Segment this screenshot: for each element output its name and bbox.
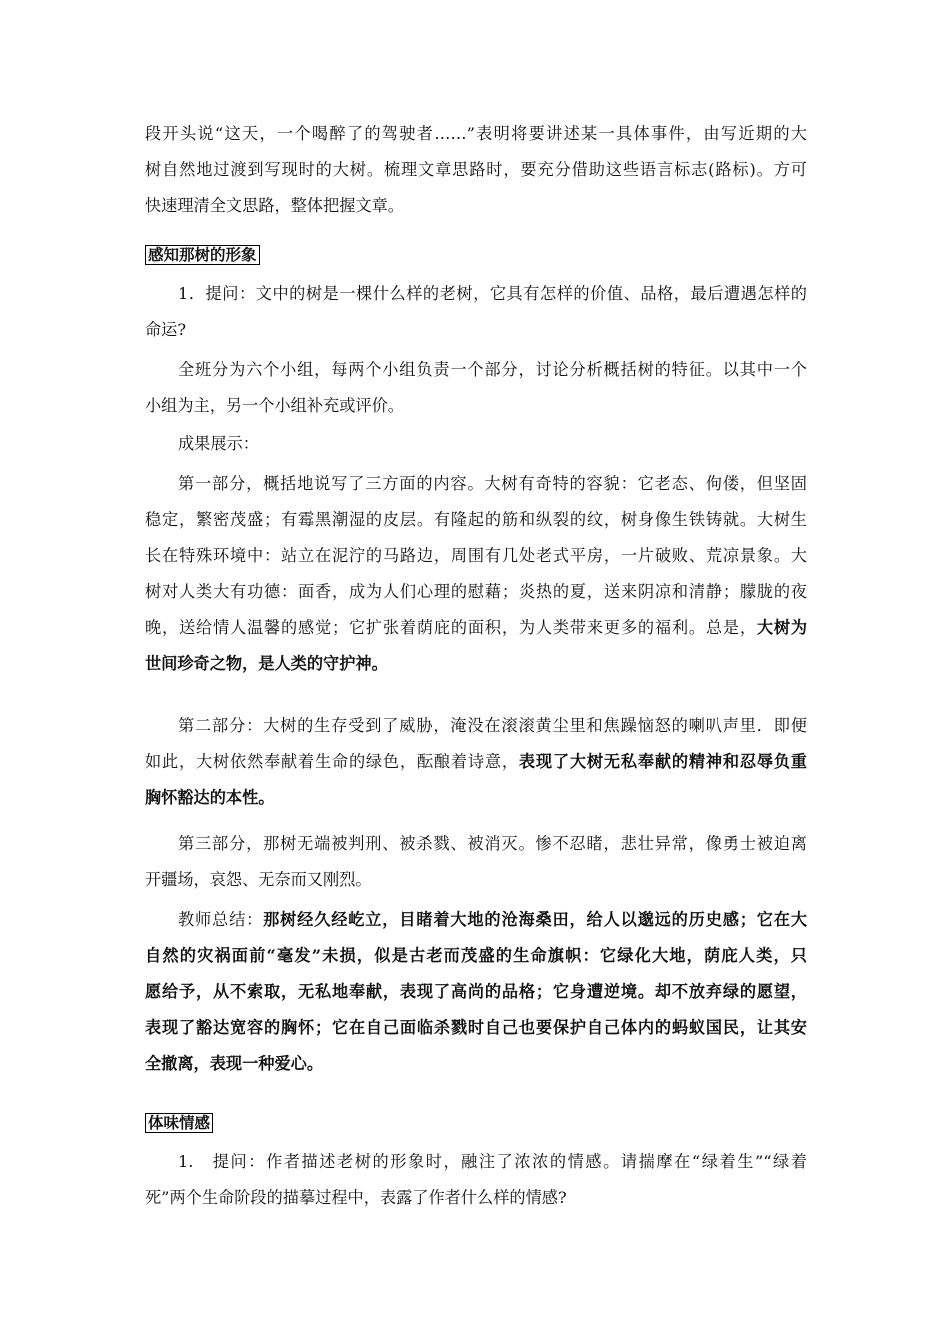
text-line: 全撤离，表现一种爱心。 [145,1054,324,1073]
text-line: 段开头说“这天，一个喝醉了的驾驶者……”表明将要讲述某一具体事件，由写近期的大 [145,124,807,143]
text-line: 1．提问：文中的树是一棵什么样的老树，它具有怎样的价值、品格，最后遭遇怎样的 [178,284,807,303]
text-line: 胸怀豁达的本性。 [145,788,275,807]
section2-question-paragraph [145,1144,807,1216]
text-line [145,610,807,646]
section-heading-feel-emotion: 体味情感 [145,1113,213,1133]
text-line: 快速理清全文思路，整体把握文章。 [145,196,404,215]
text-line: 命运? [145,320,187,339]
text-line: 树自然地过渡到写现时的大树。梳理文章思路时，要充分借助这些语言标志(路标)。方可 [145,160,807,179]
text-bold: 大树为 [756,618,807,637]
text-bold: 那树经久经屹立，目睹着大地的沧海桑田，给人以邈远的历史感；它在大 [263,910,807,929]
text-line: 小组为主，另一个小组补充或评价。 [145,396,404,415]
text-line: 第二部分：大树的生存受到了威胁，淹没在滚滚黄尘里和焦躁恼怒的喇叭声里．即便 [178,716,807,735]
text-line: 稳定，繁密茂盛；有霉黑潮湿的皮层。有隆起的筋和纵裂的纹，树身像生铁铸就。大树生 [145,510,807,529]
text-line: 死”两个生命阶段的描摹过程中，表露了作者什么样的情感? [145,1188,567,1207]
text-line [145,744,807,780]
text-line [145,902,807,938]
text-line: 愿给予，从不索取，无私地奉献，表现了高尚的品格；它身遭逆境。却不放弃绿的愿望， [145,982,807,1001]
part1-paragraph [145,466,807,682]
text-line: 表现了豁达宽容的胸怀；它在自己面临杀戮时自己也要保护自己体内的蚂蚁国民，让其安 [145,1018,807,1037]
results-label-paragraph [145,426,807,462]
part3-paragraph [145,826,807,898]
text-line: 世间珍奇之物，是人类的守护神。 [145,654,388,673]
group-instruction-paragraph [145,352,807,424]
text-line: 1. 提问：作者描述老树的形象时，融注了浓浓的情感。请揣摩在“绿着生”“绿着 [178,1152,807,1171]
text-line: 开疆场，哀怨、无奈而又刚烈。 [145,870,372,889]
text-bold: 表现了大树无私奉献的精神和忍辱负重 [518,752,807,771]
text-normal: 如此，大树依然奉献着生命的绿色，酝酿着诗意， [145,752,519,771]
part2-paragraph [145,708,807,816]
text-line: 自然的灾祸面前“毫发”未损，似是古老而茂盛的生命旗帜：它绿化大地，荫庇人类，只 [145,946,807,965]
text-normal: 晚，送给情人温馨的感觉；它扩张着荫庇的面积，为人类带来更多的福利。总是， [145,618,757,637]
section-heading-perceive-tree: 感知那树的形象 [145,245,260,265]
teacher-summary-paragraph [145,902,807,1082]
text-line: 树对人类大有功德：面香，成为人们心理的慰藉；炎热的夏，送来阴凉和清静；朦胧的夜 [145,582,807,601]
question-paragraph [145,276,807,348]
intro-paragraph [145,116,807,224]
summary-label: 教师总结： [178,910,264,929]
text-line: 第一部分，概括地说写了三方面的内容。大树有奇特的容貌：它老态、佝偻，但坚固 [178,474,807,493]
text-line: 第三部分，那树无端被判刑、被杀戮、被消灭。惨不忍睹，悲壮异常，像勇士被迫离 [178,834,807,853]
text-line: 成果展示： [178,434,259,453]
text-line: 全班分为六个小组，每两个小组负责一个部分，讨论分析概括树的特征。以其中一个 [178,360,807,379]
text-line: 长在特殊环境中：站立在泥泞的马路边，周围有几处老式平房，一片破败、荒凉景象。大 [145,546,807,565]
